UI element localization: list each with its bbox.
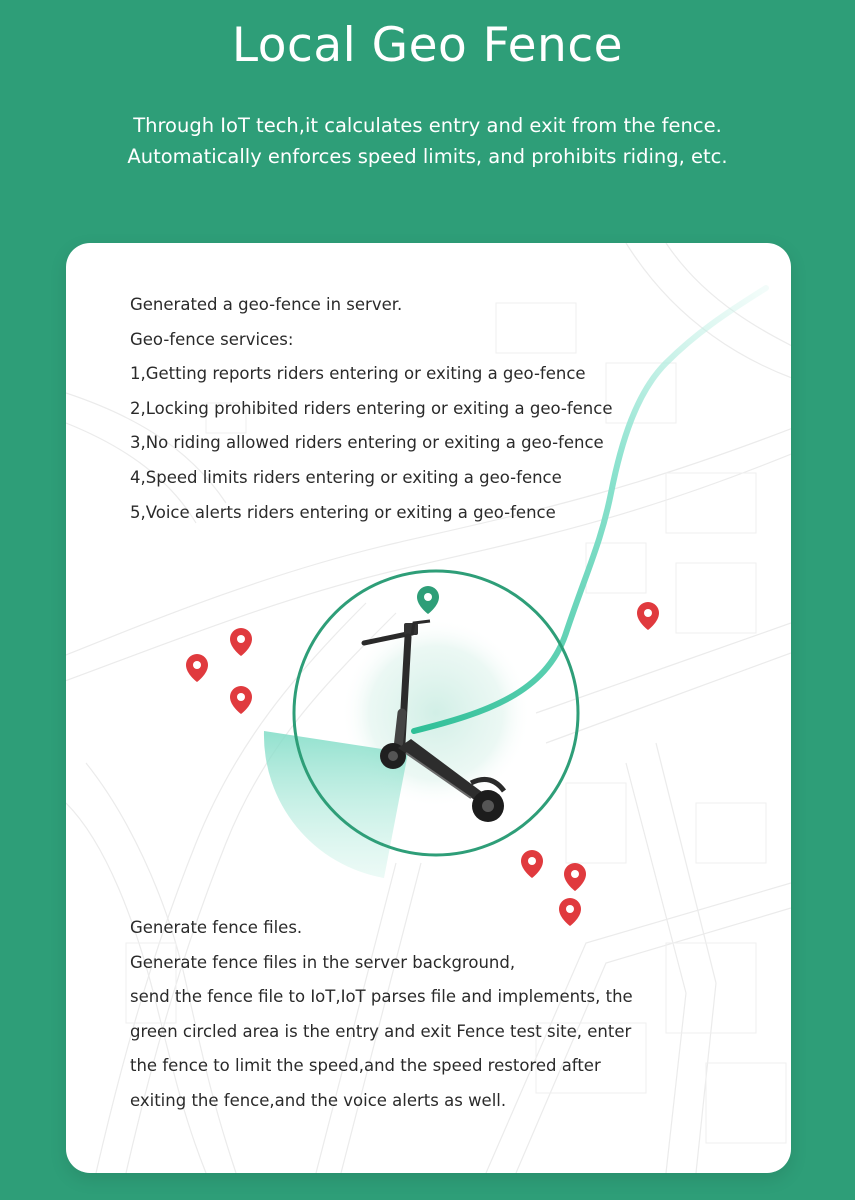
service-item: 1,Getting reports riders entering or exiting a geo-fence [130,364,586,384]
geo-fence-card [66,243,791,1173]
red-map-pin-icon [230,628,252,656]
service-item: 4,Speed limits riders entering or exiting a geo-fence [130,467,562,487]
page-subtitle [0,110,855,172]
service-item: 5,Voice alerts riders entering or exiting a geo-fence [130,502,556,522]
outro-line: exiting the fence,and the voice alerts as well. [130,1090,507,1110]
subtitle-line: Through IoT tech,it calculates entry and exit from the fence. [133,114,722,137]
red-map-pin-icon [521,850,543,878]
subtitle-line: Automatically enforces speed limits, and prohibits riding, etc. [127,145,728,168]
outro-line: green circled area is the entry and exit Fence test site, enter [130,1021,632,1041]
service-item: 2,Locking prohibited riders entering or exiting a geo-fence [130,398,613,418]
outro-line: send the fence file to IoT,IoT parses file and implements, the [130,987,633,1007]
intro-line: Generated a geo-fence in server. [130,295,403,314]
page-title: Local Geo Fence [231,18,624,73]
fence-files-text [130,911,633,1119]
red-map-pin-icon [637,602,659,630]
red-map-pin-icon [186,654,208,682]
service-item: 3,No riding allowed riders entering or exiting a geo-fence [130,433,604,453]
outro-line: Generate fence files. [130,918,303,937]
outro-line: the fence to limit the speed,and the speed restored after [130,1056,601,1076]
outro-line: Generate fence files in the server background, [130,952,516,972]
green-map-pin-icon [417,586,439,614]
intro-line: Geo-fence services: [130,329,294,349]
red-map-pin-icon [564,863,586,891]
red-map-pin-icon [230,686,252,714]
